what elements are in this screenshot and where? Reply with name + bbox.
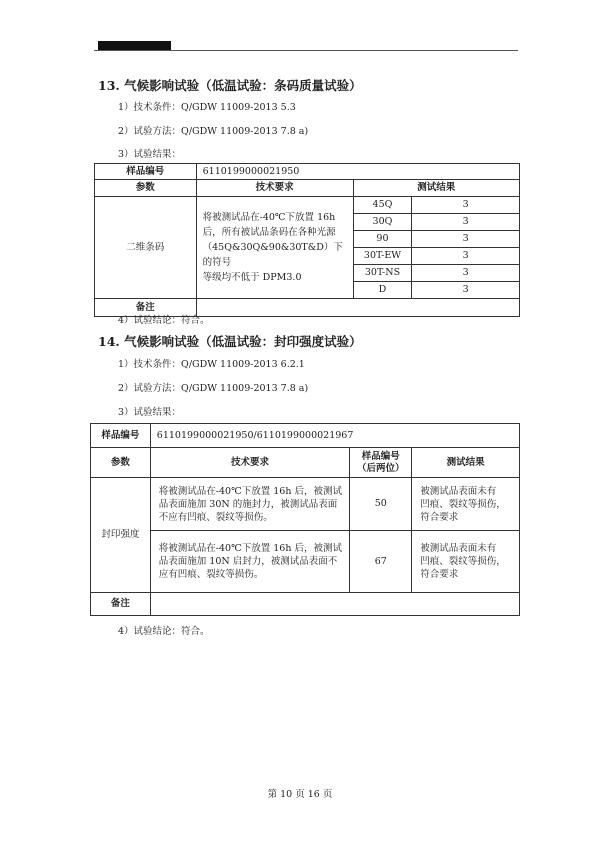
section-13-title: 13. 气候影响试验（低温试验：条码质量试验） (98, 78, 362, 93)
sample-no-value: 6110199000021950 (196, 164, 519, 180)
col-sample-header-line: 样品编号 (361, 450, 400, 462)
section-13-tech-condition: 1）技术条件：Q/GDW 11009-2013 5.3 (118, 102, 296, 113)
grade-cell: 3 (412, 197, 520, 214)
col-result-header: 测试结果 (353, 180, 519, 197)
grade-cell: 3 (412, 265, 520, 282)
light-source-cell: 45Q (353, 197, 412, 214)
requirement-text (196, 197, 353, 299)
requirement-line: 等级均不低于 DPM3.0 (202, 272, 302, 283)
section-14-test-method: 2）试验方法：Q/GDW 11009-2013 7.8 a) (118, 383, 309, 394)
col-result-header: 测试结果 (412, 448, 520, 478)
requirement-line: 应有凹痕、裂纹等损伤。 (158, 569, 264, 580)
light-source-cell: 90 (353, 231, 412, 248)
col-sample-header (350, 448, 412, 478)
grade-cell: 3 (412, 282, 520, 299)
col-sample-header-line: （后两位） (357, 462, 405, 474)
sample-no-value: 6110199000021950/6110199000021967 (150, 424, 519, 448)
light-source-cell: 30T-NS (353, 265, 412, 282)
header-rule (94, 50, 518, 51)
redacted-header-block (98, 41, 171, 50)
section-14-tech-condition: 1）技术条件：Q/GDW 11009-2013 6.2.1 (118, 359, 305, 370)
section-13-test-method: 2）试验方法：Q/GDW 11009-2013 7.8 a) (118, 126, 309, 137)
requirement-line: （45Q&30Q&90&30T&D）下的符号 (202, 242, 343, 268)
requirement-line: 品表面施加 30N 的施封力，被测试品表面 (158, 498, 338, 510)
requirement-text (150, 478, 350, 531)
remark-value (196, 299, 519, 317)
sample-suffix-cell: 50 (350, 478, 412, 531)
grade-cell: 3 (412, 248, 520, 265)
param-2d-barcode: 二维条码 (95, 197, 197, 299)
result-text (412, 531, 520, 593)
col-requirement-header: 技术要求 (196, 180, 353, 197)
section-14-title: 14. 气候影响试验（低温试验：封印强度试验） (98, 334, 362, 349)
page-number: 第 10 页 16 页 (267, 789, 333, 800)
section-14-results-label: 3）试验结果： (118, 407, 182, 418)
result-line: 被测试品表面未有 (420, 485, 497, 497)
light-source-cell: D (353, 282, 412, 299)
col-param-header: 参数 (95, 180, 197, 197)
requirement-line: 将被测试品在-40℃下放置 16h 后，被测试 (158, 485, 342, 497)
light-source-cell: 30Q (353, 214, 412, 231)
col-requirement-header: 技术要求 (150, 448, 350, 478)
section-13-results-table (94, 163, 520, 317)
sample-no-label: 样品编号 (95, 164, 197, 180)
sample-suffix-cell: 67 (350, 531, 412, 593)
result-text (412, 478, 520, 531)
result-line: 凹痕、裂纹等损伤， (420, 556, 506, 567)
section-14-conclusion: 4）试验结论：符合。 (118, 626, 210, 637)
grade-cell: 3 (412, 214, 520, 231)
grade-cell: 3 (412, 231, 520, 248)
result-line: 凹痕、裂纹等损伤， (420, 498, 506, 510)
requirement-text (150, 531, 350, 593)
section-13-results-label: 3）试验结果： (118, 149, 182, 160)
requirement-line: 后，所有被试品条码在各种光源 (202, 227, 336, 238)
requirement-line: 不应有凹痕、裂纹等损伤。 (158, 511, 273, 523)
requirement-line: 将被测试品在-40℃下放置 16h (202, 212, 336, 223)
section-13-conclusion: 4）试验结论：符合。 (118, 315, 210, 326)
requirement-line: 将被测试品在-40℃下放置 16h 后，被测试 (158, 543, 342, 554)
remark-label: 备注 (95, 299, 197, 317)
result-line: 被测试品表面未有 (420, 543, 497, 554)
remark-value (150, 593, 519, 616)
light-source-cell: 30T-EW (353, 248, 412, 265)
result-line: 符合要求 (420, 511, 459, 523)
requirement-line: 品表面施加 10N 启封力，被测试品表面不 (158, 556, 338, 567)
sample-no-label: 样品编号 (91, 424, 151, 448)
section-14-results-table (90, 423, 520, 616)
param-seal-strength: 封印强度 (91, 478, 151, 593)
result-line: 符合要求 (420, 569, 459, 580)
col-param-header: 参数 (91, 448, 151, 478)
remark-label: 备注 (91, 593, 151, 616)
